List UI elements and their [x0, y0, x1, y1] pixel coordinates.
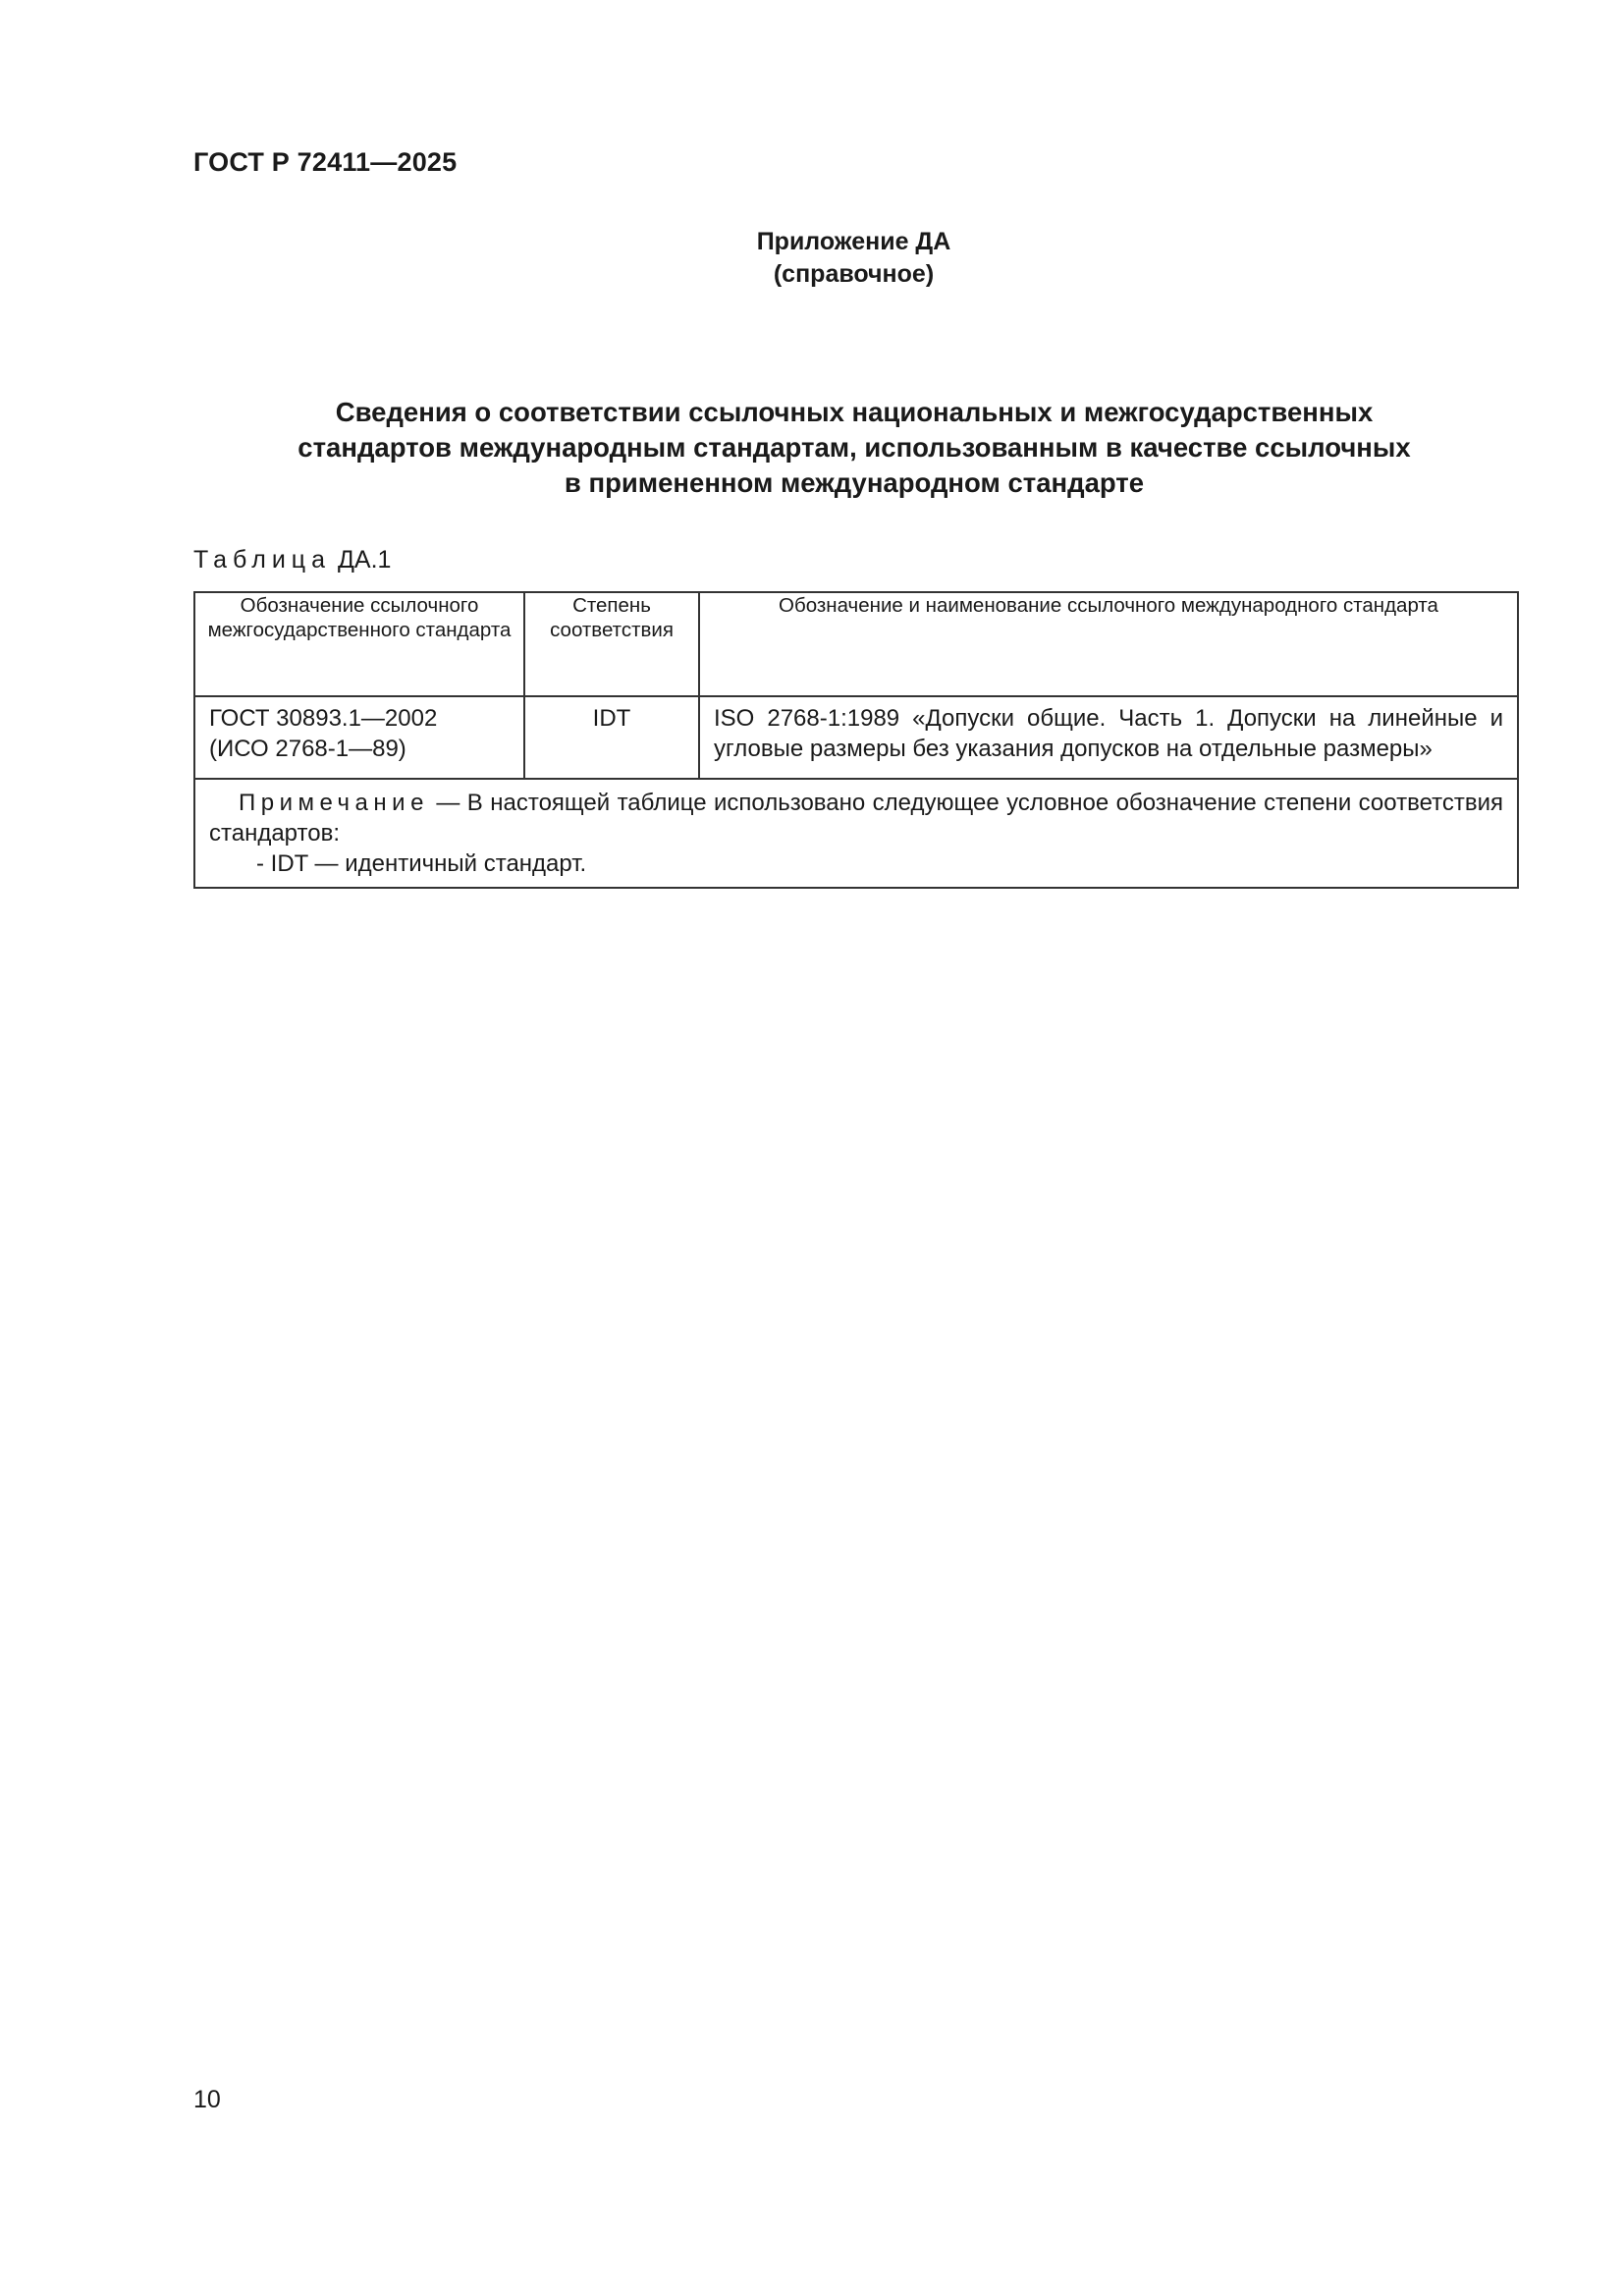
cell-international: ISO 2768-1:1989 «Допуски общие. Часть 1. Допуски на линейные и угловые размеры без указания допусков на отдельные размеры»	[699, 696, 1518, 779]
reference-standards-table	[193, 591, 1519, 889]
document-standard-number: ГОСТ Р 72411—2025	[193, 147, 458, 177]
table-caption-word: Таблица	[193, 546, 332, 574]
designation-gost: ГОСТ 30893.1—2002	[209, 705, 438, 732]
table-caption-number: ДА.1	[337, 546, 392, 574]
table-note	[194, 779, 1518, 888]
page-number: 10	[193, 2086, 221, 2113]
section-title-line-3: в примененном международном стандарте	[564, 467, 1145, 498]
table-header-row	[194, 592, 1518, 696]
column-header-degree: Степень соответствия	[524, 592, 699, 696]
note-text: — В настоящей таблице использовано следующее условное обозначение степени соответствия стандартов:	[209, 790, 1503, 847]
section-title-line-2: стандартов международным стандартам, использованным в качестве ссылочных	[298, 432, 1411, 463]
table-row	[194, 696, 1518, 779]
column-header-international: Обозначение и наименование ссылочного международного стандарта	[699, 592, 1518, 696]
cell-degree: IDT	[524, 696, 699, 779]
cell-designation	[194, 696, 524, 779]
column-header-designation: Обозначение ссылочного межгосударственного стандарта	[194, 592, 524, 696]
section-title-line-1: Сведения о соответствии ссылочных национальных и межгосударственных	[335, 397, 1374, 427]
annex-type: (справочное)	[773, 260, 935, 288]
note-item: - IDT — идентичный стандарт.	[256, 850, 587, 877]
note-label: Примечание	[239, 790, 429, 816]
section-title	[245, 395, 1463, 501]
table-note-row	[194, 779, 1518, 888]
table-caption	[193, 546, 391, 574]
designation-iso: (ИСО 2768-1—89)	[209, 736, 406, 762]
annex-heading	[0, 226, 1623, 291]
annex-title: Приложение ДА	[756, 228, 951, 255]
